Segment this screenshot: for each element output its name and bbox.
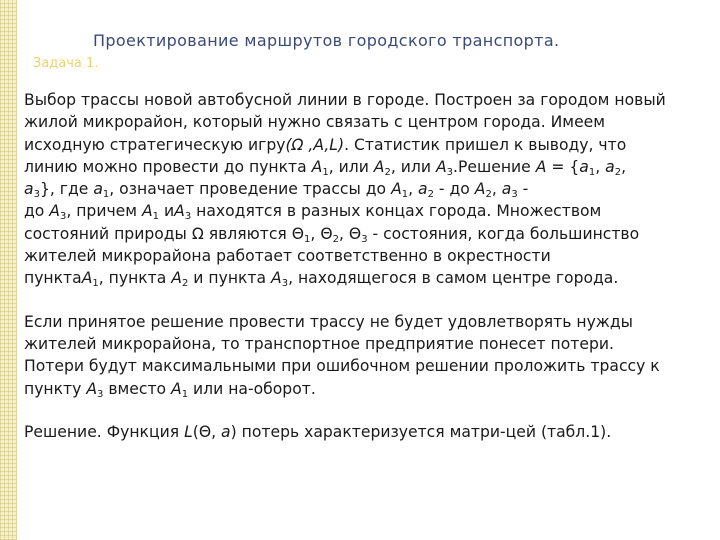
paragraph-route-choice: Выбор трассы новой автобусной линии в городе. Построен за городом новый жилой микрорайон, который нужно связать с центром города. Имеем исходную стратегическую игру(Ω ,A,L). Статистик пришел к выводу, что линию можно провести до пункта $A_1$, или $A_2$, или $A_3.Решение$ $A = \{a_1$, $a_2$, $a_3$}, где $a_1$, означает проведение трассы до $A_1$, $a_2$ - до $A_2$, $a_3$ - до $A_3$, причем $A_1$ $иA_3$ находятся в разных концах города. Множеством состояний природы Ω являются $\Theta_1$, $\Theta_2$, $\Theta_3$ - состояния, когда большинство жителей микрорайона работает соответственно в окрестности пунктаA$_1$, пункта $A_2$ и пункта $A_3$, находящегося в самом центре города. (24, 91, 666, 290)
paragraph-losses: Если принятое решение провести трассу не будет удовлетворять нужды жителей микрорайона, то транспортное предприятие понесет потери. Потери будут максимальными при ошибочном решении проложить трассу к пункту $A_3$ вместо $A_1$ или на-оборот. (24, 312, 660, 400)
task-label: Задача 1. (33, 56, 99, 71)
body-text (24, 89, 710, 443)
slide-title: Проектирование маршрутов городского транспорта. (93, 31, 560, 50)
decorative-side-stripe (0, 0, 17, 540)
paragraph-solution: Решение. Функция L(Θ, a) потерь характеризуется матри-цей (табл.1). (24, 422, 612, 441)
